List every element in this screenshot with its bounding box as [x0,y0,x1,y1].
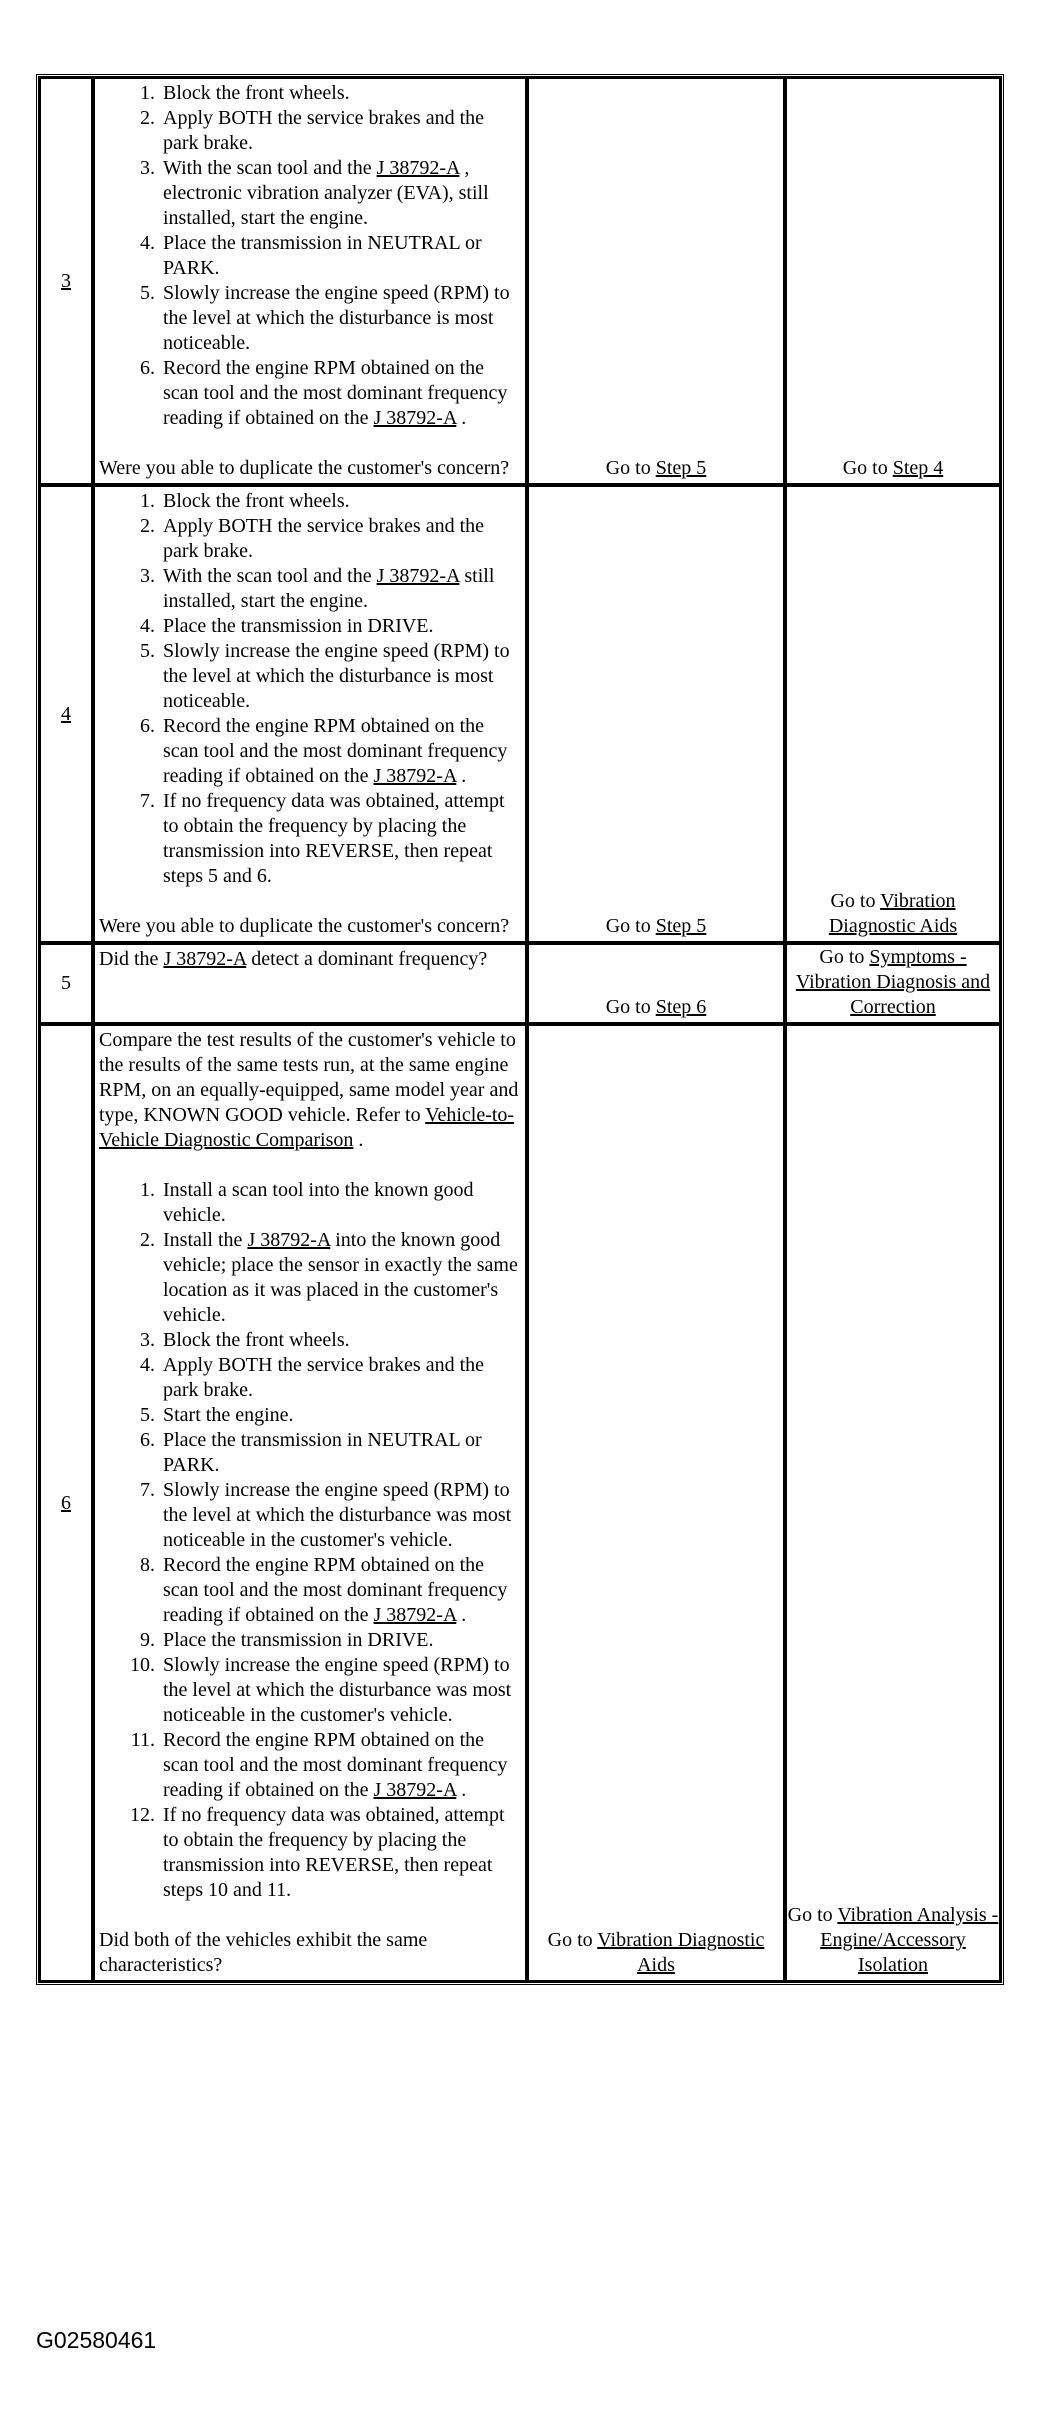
list-item [99,1228,521,1328]
item-text [163,714,521,789]
item-text [163,514,521,564]
list-item [99,1478,521,1553]
step-cell [39,1024,93,1982]
text: Go to [830,890,881,912]
text: Place the transmission in DRIVE. [163,615,434,637]
item-text [163,1328,521,1353]
text: detect a dominant frequency? [246,948,488,970]
question [99,947,521,972]
table-body [39,77,1001,1982]
list-item [99,1628,521,1653]
action-cell [93,485,527,943]
link[interactable]: J 38792-A [376,157,460,179]
link[interactable]: J 38792-A [247,1229,331,1251]
list-item [99,1803,521,1903]
procedure-list [99,489,521,889]
link[interactable]: Step 5 [655,457,707,479]
text: Apply BOTH the service brakes and the park brake. [163,1354,485,1401]
text: Did the [99,948,164,970]
item-number: 12. [130,1804,155,1826]
item-number: 9. [140,1629,155,1651]
link[interactable]: Vibration Diagnostic Aids [597,1929,765,1976]
step-number[interactable]: 4 [61,702,71,725]
list-item [99,1178,521,1228]
list-item [99,564,521,614]
text: into the known good vehicle; place the sensor in exactly the same location as it was placed in the customer's vehicle. [163,1229,518,1326]
item-number: 11. [130,1729,155,1751]
item-number: 8. [140,1554,155,1576]
item-text [163,1228,521,1328]
text: Go to [605,915,656,937]
item-text [163,639,521,714]
list-item [99,356,521,431]
list-item [99,714,521,789]
text: , electronic vibration analyzer (EVA), still installed, start the engine. [163,157,489,229]
text: Place the transmission in NEUTRAL or PARK. [163,1429,482,1476]
list-item [99,789,521,889]
text: Go to [819,946,870,968]
procedure-list [99,81,521,431]
item-text [163,1353,521,1403]
list-item [99,1653,521,1728]
item-text [163,1653,521,1728]
item-text [163,1178,521,1228]
text: With the scan tool and the [163,565,377,587]
text: Go to [787,1904,838,1926]
figure-id: G02580461 [36,2327,157,2353]
yes-result [527,77,785,485]
link[interactable]: Symptoms - Vibration Diagnosis and Correction [795,946,991,1018]
action-cell [93,1024,527,1982]
item-number: 6. [140,715,155,737]
item-number: 1. [140,490,155,512]
step-cell [39,943,93,1024]
item-text [163,1803,521,1903]
list-item [99,1353,521,1403]
item-number: 2. [140,1229,155,1251]
text: Place the transmission in DRIVE. [163,1629,434,1651]
link[interactable]: J 38792-A [373,1604,457,1626]
text: Apply BOTH the service brakes and the park brake. [163,515,485,562]
item-number: 6. [140,1429,155,1451]
text: Slowly increase the engine speed (RPM) to the level at which the disturbance is most noticeable. [163,640,510,712]
item-text [163,1628,521,1653]
table-row [39,485,1001,943]
link[interactable]: Vibration Analysis - Engine/Accessory Isolation [820,1904,999,1976]
table-row [39,943,1001,1024]
list-item [99,614,521,639]
step-number: 5 [61,972,71,994]
text: With the scan tool and the [163,157,377,179]
text: Go to [605,996,656,1018]
text: . [456,765,467,787]
text: Slowly increase the engine speed (RPM) to the level at which the disturbance was most noticeable in the customer's vehicle. [163,1479,512,1551]
item-number: 4. [140,615,155,637]
link[interactable]: Vehicle-to-Vehicle Diagnostic Comparison [99,1104,515,1151]
item-number: 1. [140,1179,155,1201]
list-item [99,81,521,106]
text: . [456,407,467,429]
step-number[interactable]: 3 [61,269,71,292]
yes-result [527,485,785,943]
link[interactable]: Vibration Diagnostic Aids [828,890,958,937]
item-number: 7. [140,790,155,812]
diagnostic-table [36,74,1004,1985]
item-text [163,156,521,231]
question: Were you able to duplicate the customer's concern? [99,457,510,479]
list-item [99,281,521,356]
item-text [163,1428,521,1478]
list-item [99,1428,521,1478]
link[interactable]: J 38792-A [373,765,457,787]
item-number: 3. [140,1329,155,1351]
text: If no frequency data was obtained, attempt to obtain the frequency by placing the transmission into REVERSE, then repeat steps 10 and 11. [163,1804,505,1901]
no-result [785,485,1001,943]
list-item [99,1553,521,1628]
item-text [163,1728,521,1803]
item-number: 5. [140,1404,155,1426]
list-item [99,639,521,714]
link[interactable]: J 38792-A [163,948,247,970]
text: Go to [547,1929,598,1951]
no-result [785,943,1001,1024]
action-cell [93,77,527,485]
item-number: 4. [140,1354,155,1376]
item-text [163,789,521,889]
text: Go to [605,457,656,479]
text: . [456,1779,467,1801]
text: . [456,1604,467,1626]
item-text [163,1403,521,1428]
item-text [163,106,521,156]
text: Record the engine RPM obtained on the scan tool and the most dominant frequency reading if obtained on the [163,1729,508,1801]
text: Record the engine RPM obtained on the scan tool and the most dominant frequency reading if obtained on the [163,357,508,429]
question: Were you able to duplicate the customer's concern? [99,915,510,937]
item-number: 2. [140,515,155,537]
item-text [163,356,521,431]
intro-text [99,1028,521,1153]
text: Block the front wheels. [163,82,350,104]
text: Slowly increase the engine speed (RPM) to the level at which the disturbance was most noticeable in the customer's vehicle. [163,1654,512,1726]
item-text [163,614,521,639]
step-number[interactable]: 6 [61,1491,71,1514]
list-item [99,106,521,156]
link[interactable]: Step 4 [892,457,944,479]
text: Block the front wheels. [163,490,350,512]
list-item [99,489,521,514]
text: Place the transmission in NEUTRAL or PARK. [163,232,482,279]
item-text [163,1553,521,1628]
link[interactable]: J 38792-A [373,407,457,429]
step-cell [39,485,93,943]
text: . [353,1129,364,1151]
link[interactable]: Step 6 [655,996,707,1018]
item-text [163,489,521,514]
item-text [163,281,521,356]
item-number: 5. [140,282,155,304]
yes-result [527,1024,785,1982]
list-item [99,514,521,564]
list-item [99,1728,521,1803]
item-text [163,231,521,281]
item-number: 7. [140,1479,155,1501]
list-item [99,156,521,231]
item-number: 5. [140,640,155,662]
no-result [785,77,1001,485]
item-text [163,81,521,106]
link[interactable]: Step 5 [655,915,707,937]
item-text [163,564,521,614]
action-cell [93,943,527,1024]
yes-result [527,943,785,1024]
table-row [39,1024,1001,1982]
item-number: 4. [140,232,155,254]
text: Record the engine RPM obtained on the scan tool and the most dominant frequency reading if obtained on the [163,715,508,787]
item-number: 6. [140,357,155,379]
procedure-list [99,1178,521,1903]
text: Install a scan tool into the known good vehicle. [163,1179,474,1226]
item-text [163,1478,521,1553]
item-number: 10. [130,1654,155,1676]
list-item [99,1328,521,1353]
no-result [785,1024,1001,1982]
item-number: 3. [140,157,155,179]
text: still installed, start the engine. [163,565,495,612]
question: Did both of the vehicles exhibit the same characteristics? [99,1929,428,1976]
text: Go to [842,457,893,479]
link[interactable]: J 38792-A [373,1779,457,1801]
text: Slowly increase the engine speed (RPM) to the level at which the disturbance is most noticeable. [163,282,510,354]
item-number: 2. [140,107,155,129]
text: Record the engine RPM obtained on the scan tool and the most dominant frequency reading if obtained on the [163,1554,508,1626]
text: Apply BOTH the service brakes and the park brake. [163,107,485,154]
item-number: 3. [140,565,155,587]
text: Install the [163,1229,248,1251]
text: Block the front wheels. [163,1329,350,1351]
step-cell [39,77,93,485]
text: If no frequency data was obtained, attempt to obtain the frequency by placing the transmission into REVERSE, then repeat steps 5 and 6. [163,790,505,887]
table-row [39,77,1001,485]
link[interactable]: J 38792-A [376,565,460,587]
text: Start the engine. [163,1404,294,1426]
text: Compare the test results of the customer's vehicle to the results of the same tests run, at the same engine RPM, on an equally-equipped, same model year and type, KNOWN GOOD vehicle. Refer to [99,1029,519,1126]
list-item [99,231,521,281]
item-number: 1. [140,82,155,104]
list-item [99,1403,521,1428]
